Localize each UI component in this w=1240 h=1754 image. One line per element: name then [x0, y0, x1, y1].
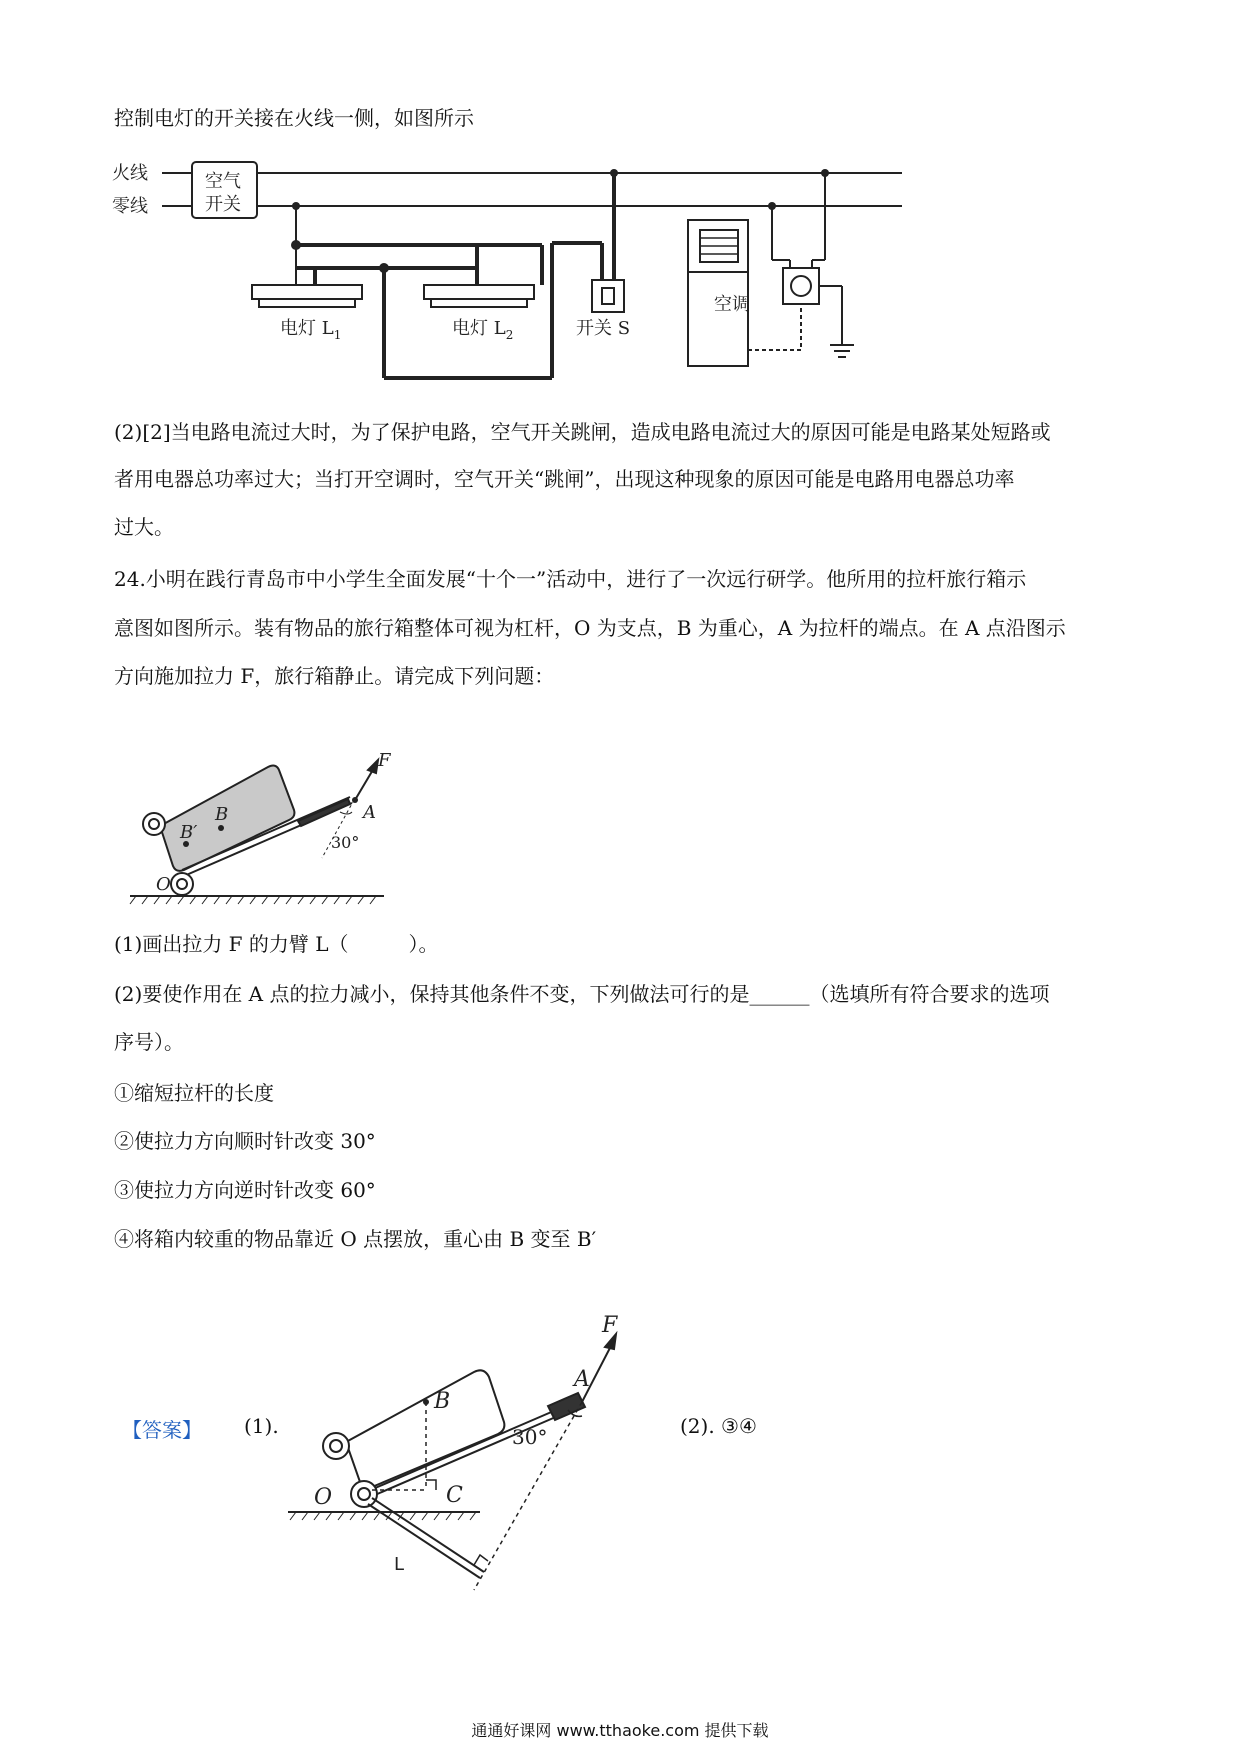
option-4: ④将箱内较重的物品靠近 O 点摆放，重心由 B 变至 B′ — [114, 1227, 597, 1251]
switch-label: 开关 S — [576, 318, 631, 339]
part2-line-3: 过大。 — [114, 515, 174, 539]
sub-question-2-line-1: (2)要使作用在 A 点的拉力减小，保持其他条件不变，下列做法可行的是______（选填所有符合要求的选项 — [114, 982, 1050, 1006]
answer-part1: (1). — [244, 1414, 279, 1438]
fig2-angle-label: 30° — [512, 1425, 548, 1449]
fig2-label-F: F — [602, 1313, 618, 1338]
suitcase-figure — [126, 720, 466, 910]
fig1-label-O: O — [156, 874, 171, 895]
breaker-label-2: 开关 — [205, 194, 241, 215]
fig2-label-L: L — [394, 1554, 405, 1575]
q24-line-3: 方向施加拉力 F，旅行箱静止。请完成下列问题： — [114, 664, 555, 688]
fig2-label-A: A — [574, 1367, 590, 1392]
live-wire-label: 火线 — [112, 163, 148, 184]
fig2-label-C: C — [446, 1483, 463, 1508]
circuit-diagram — [112, 150, 912, 390]
neutral-wire-label: 零线 — [112, 196, 148, 217]
ac-label: 空调 — [714, 294, 750, 315]
intro-line: 控制电灯的开关接在火线一侧，如图所示 — [114, 106, 474, 130]
q24-line-1: 24.小明在践行青岛市中小学生全面发展“十个一”活动中，进行了一次远行研学。他所用的拉杆旅行箱示 — [114, 567, 1027, 591]
fig1-label-B: B — [215, 804, 229, 825]
fig1-label-A: A — [363, 802, 376, 823]
fig2-label-B: B — [434, 1389, 451, 1414]
option-3: ③使拉力方向逆时针改变 60° — [114, 1178, 376, 1202]
q24-line-2: 意图如图所示。装有物品的旅行箱整体可视为杠杆，O 为支点，B 为重心，A 为拉杆的端点。在 A 点沿图示 — [114, 616, 1066, 640]
answer-label: 【答案】 — [122, 1418, 202, 1442]
lamp2-label: 电灯 $L_2$ — [452, 318, 514, 342]
breaker-label-1: 空气 — [205, 171, 241, 192]
option-1: ①缩短拉杆的长度 — [114, 1081, 274, 1105]
page-footer: 通通好课网 www.tthaoke.com 提供下载 — [471, 1721, 769, 1740]
fig1-label-F: F — [378, 750, 391, 771]
lamp1-label: 电灯 $L_1$ — [280, 318, 342, 342]
answer-figure — [284, 1282, 664, 1600]
fig1-label-B-prime: B′ — [180, 822, 198, 843]
part2-line-2: 者用电器总功率过大；当打开空调时，空气开关“跳闸”，出现这种现象的原因可能是电路用电器总功率 — [114, 467, 1015, 491]
sub-question-1: (1)画出拉力 F 的力臂 L（ ）。 — [114, 932, 439, 956]
sub-question-2-line-2: 序号）。 — [114, 1030, 184, 1054]
answer-part2: (2). ③④ — [680, 1414, 757, 1438]
fig1-angle-label: 30° — [331, 833, 360, 852]
part2-line-1: (2)[2]当电路电流过大时，为了保护电路，空气开关跳闸，造成电路电流过大的原因可能是电路某处短路或 — [114, 420, 1051, 444]
fig2-label-O: O — [314, 1485, 333, 1510]
option-2: ②使拉力方向顺时针改变 30° — [114, 1129, 376, 1153]
